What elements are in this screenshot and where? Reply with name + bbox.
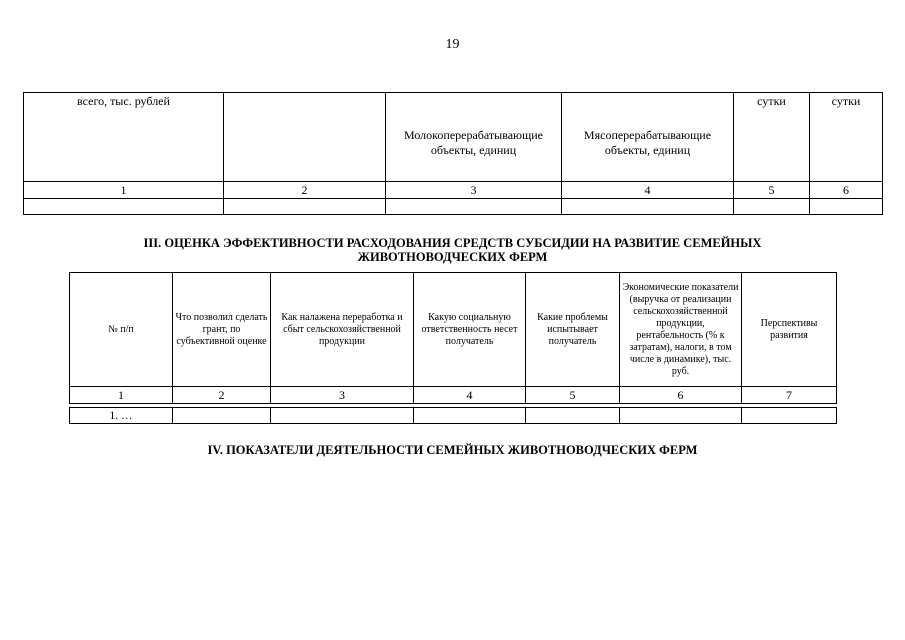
table-cell [810,199,883,215]
table-cell [562,199,734,215]
column-number: 3 [271,387,414,404]
column-number: 6 [810,182,883,199]
column-number: 2 [173,387,271,404]
table-cell [734,199,810,215]
table-subsidy-objects [23,92,883,215]
header-cell-processing-sales: Как налажена переработка и сбыт сельскохозяйственной продукции [271,273,414,387]
section-3-title [0,236,905,264]
header-cell-grant-result: Что позволил сделать грант, по субъективной оценке [173,273,271,387]
column-number: 6 [620,387,742,404]
table-cell [414,408,526,424]
table-cell [24,199,224,215]
column-number: 5 [734,182,810,199]
table-cell [224,199,386,215]
column-number-row [24,182,883,199]
table-cell [173,408,271,424]
header-cell-blank [224,93,386,182]
column-number: 3 [386,182,562,199]
header-cell-milk-processing: Молокоперерабатывающие объекты, единиц [386,93,562,182]
header-cell-problems: Какие проблемы испытывает получатель [526,273,620,387]
table-header-row [24,93,883,182]
section-3-title-line2: ЖИВОТНОВОДЧЕСКИХ ФЕРМ [357,250,548,264]
table-cell [526,408,620,424]
table-row-empty [24,199,883,215]
page-number: 19 [445,37,460,52]
column-number-row [70,387,837,404]
column-number: 2 [224,182,386,199]
table-header-row [70,273,837,387]
column-number: 7 [742,387,837,404]
column-number: 1 [70,387,173,404]
section-4-title: IV. ПОКАЗАТЕЛИ ДЕЯТЕЛЬНОСТИ СЕМЕЙНЫХ ЖИВОТНОВОДЧЕСКИХ ФЕРМ [207,443,698,457]
header-cell-meat-processing: Мясоперерабатывающие объекты, единиц [562,93,734,182]
table-cell [742,408,837,424]
header-cell-number: № п/п [70,273,173,387]
header-cell-days-1: сутки [734,93,810,182]
table-cell [620,408,742,424]
table-cell [271,408,414,424]
section-3-title-line1: III. ОЦЕНКА ЭФФЕКТИВНОСТИ РАСХОДОВАНИЯ СРЕДСТВ СУБСИДИИ НА РАЗВИТИЕ СЕМЕЙНЫХ [143,236,762,250]
header-cell-prospects: Перспективы развития [742,273,837,387]
table-cell [386,199,562,215]
table-row [70,408,837,424]
table-cell: 1. … [70,408,173,424]
column-number: 1 [24,182,224,199]
column-number: 4 [414,387,526,404]
header-cell-social-responsibility: Какую социальную ответственность несет получатель [414,273,526,387]
column-number: 5 [526,387,620,404]
header-cell-days-2: сутки [810,93,883,182]
header-cell-economic-indicators: Экономические показатели (выручка от реализации сельскохозяйственной продукции, рентабельность (% к затратам), налоги, в том числе в динамике), тыс. руб. [620,273,742,387]
table-subsidy-efficiency [69,272,837,424]
column-number: 4 [562,182,734,199]
header-cell-total: всего, тыс. рублей [24,93,224,182]
